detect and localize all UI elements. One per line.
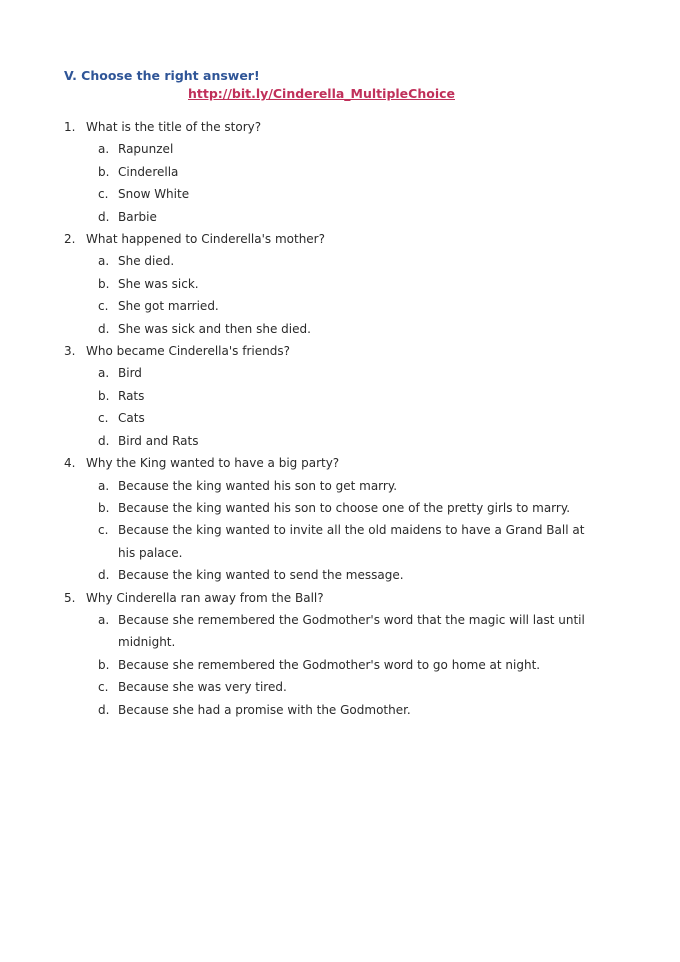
option-letter: c.	[98, 411, 109, 426]
option-list	[64, 609, 604, 721]
answer-option[interactable]	[98, 430, 604, 452]
option-text: Because the king wanted his son to choose one of the pretty girls to marry.	[118, 500, 571, 515]
answer-option[interactable]	[98, 699, 604, 721]
answer-option[interactable]	[98, 475, 604, 497]
question-item	[64, 452, 604, 586]
option-letter: d.	[98, 321, 110, 336]
option-letter: a.	[98, 612, 110, 627]
option-list	[64, 138, 604, 228]
option-letter: a.	[98, 254, 110, 269]
question-number: 3.	[64, 344, 76, 359]
option-text: She died.	[118, 254, 175, 269]
answer-option[interactable]	[98, 161, 604, 183]
option-list	[64, 475, 604, 587]
answer-option[interactable]	[98, 609, 604, 654]
option-letter: a.	[98, 478, 110, 493]
option-text: Snow White	[118, 187, 190, 202]
option-letter: b.	[98, 657, 110, 672]
question-list	[64, 116, 604, 721]
option-text: Cats	[118, 411, 145, 426]
answer-option[interactable]	[98, 564, 604, 586]
option-letter: d.	[98, 702, 110, 717]
option-letter: b.	[98, 388, 110, 403]
option-letter: b.	[98, 500, 110, 515]
option-text: Because she remembered the Godmother's word that the magic will last until midnight.	[118, 612, 585, 650]
question-line	[64, 116, 604, 138]
answer-option[interactable]	[98, 385, 604, 407]
question-line	[64, 340, 604, 362]
option-text: She was sick.	[118, 276, 199, 291]
option-text: Cinderella	[118, 164, 179, 179]
question-text: What is the title of the story?	[86, 120, 262, 134]
question-number: 1.	[64, 120, 76, 134]
option-text: Rapunzel	[118, 142, 174, 157]
answer-option[interactable]	[98, 183, 604, 205]
question-item	[64, 587, 604, 721]
option-text: Barbie	[118, 209, 157, 224]
question-line	[64, 587, 604, 609]
question-item	[64, 116, 604, 228]
option-letter: a.	[98, 366, 110, 381]
option-letter: d.	[98, 209, 110, 224]
question-text: What happened to Cinderella's mother?	[86, 232, 325, 247]
quiz-link[interactable]: http://bit.ly/Cinderella_MultipleChoice	[188, 86, 455, 101]
option-text: She was sick and then she died.	[118, 321, 311, 336]
option-list	[64, 250, 604, 340]
option-text: Bird and Rats	[118, 433, 199, 448]
question-item	[64, 340, 604, 452]
option-letter: c.	[98, 680, 109, 695]
option-text: She got married.	[118, 299, 219, 314]
option-text: Because the king wanted to send the message.	[118, 568, 404, 583]
option-text: Because the king wanted his son to get marry.	[118, 478, 398, 493]
answer-option[interactable]	[98, 273, 604, 295]
question-line	[64, 452, 604, 474]
section-heading: V. Choose the right answer!	[64, 68, 260, 83]
option-text: Bird	[118, 366, 142, 381]
answer-option[interactable]	[98, 206, 604, 228]
answer-option[interactable]	[98, 407, 604, 429]
option-text: Because she was very tired.	[118, 680, 287, 695]
question-text: Why the King wanted to have a big party?	[86, 456, 340, 471]
option-letter: d.	[98, 433, 110, 448]
question-text: Why Cinderella ran away from the Ball?	[86, 590, 324, 605]
option-letter: c.	[98, 187, 109, 202]
answer-option[interactable]	[98, 362, 604, 384]
option-text: Because the king wanted to invite all the old maidens to have a Grand Ball at his palace.	[118, 523, 585, 560]
option-letter: b.	[98, 276, 110, 291]
option-letter: d.	[98, 568, 110, 583]
option-text: Because she had a promise with the Godmother.	[118, 702, 411, 717]
option-letter: c.	[98, 523, 109, 538]
answer-option[interactable]	[98, 676, 604, 698]
answer-option[interactable]	[98, 138, 604, 160]
question-number: 5.	[64, 590, 76, 605]
question-text: Who became Cinderella's friends?	[86, 344, 290, 359]
option-letter: b.	[98, 164, 110, 179]
answer-option[interactable]	[98, 519, 604, 564]
option-text: Because she remembered the Godmother's word to go home at night.	[118, 657, 541, 672]
option-text: Rats	[118, 388, 145, 403]
option-letter: a.	[98, 142, 110, 157]
question-number: 4.	[64, 456, 76, 471]
option-list	[64, 362, 604, 452]
question-item	[64, 228, 604, 340]
answer-option[interactable]	[98, 654, 604, 676]
answer-option[interactable]	[98, 318, 604, 340]
option-letter: c.	[98, 299, 109, 314]
answer-option[interactable]	[98, 295, 604, 317]
answer-option[interactable]	[98, 250, 604, 272]
question-line	[64, 228, 604, 250]
question-number: 2.	[64, 232, 76, 247]
answer-option[interactable]	[98, 497, 604, 519]
